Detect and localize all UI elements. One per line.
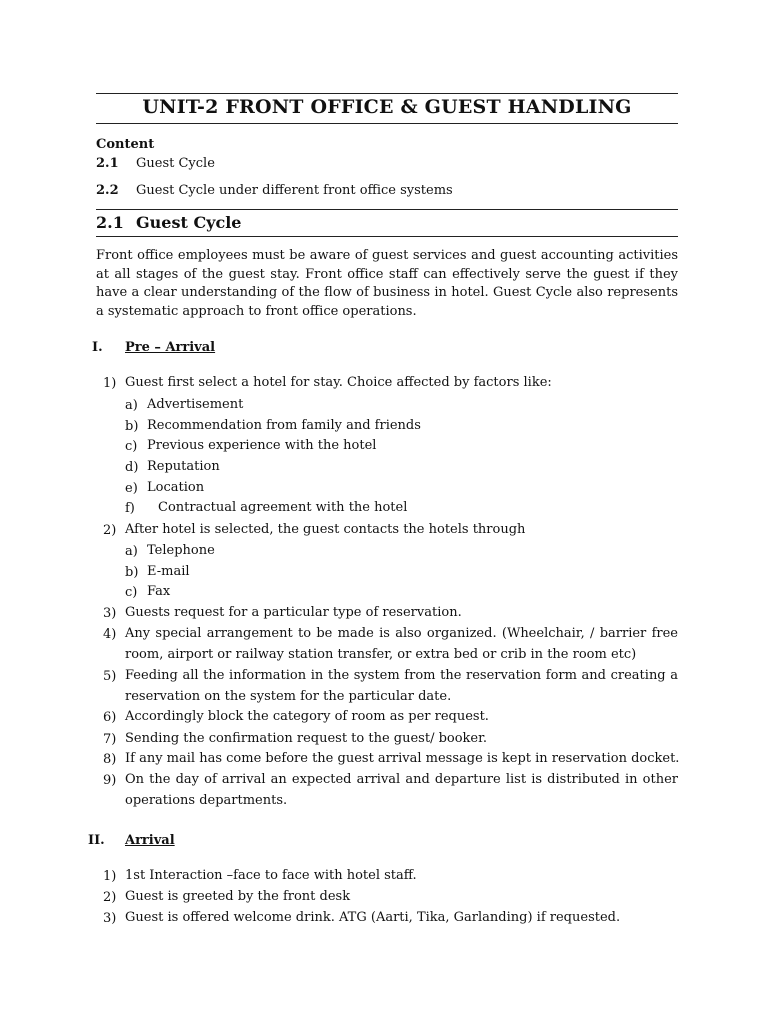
list-number: 2) (103, 523, 117, 538)
sublist-item: Fax (147, 584, 171, 599)
list-number: 2) (103, 890, 117, 905)
list-number: 6) (103, 710, 117, 725)
list-number: 3) (103, 606, 117, 621)
title-rule-bottom (96, 123, 678, 124)
list-item: On the day of arrival an expected arrival and departure list is distributed in other operations departments. (125, 772, 678, 808)
section-title: Guest Cycle (136, 213, 242, 232)
list-item: Guest is offered welcome drink. ATG (Aarti, Tika, Garlanding) if requested. (125, 910, 621, 925)
content-item-num: 2.2 (96, 183, 119, 198)
section-rule-top (96, 209, 678, 210)
section-number: 2.1 (96, 213, 124, 232)
content-item-text: Guest Cycle (136, 156, 215, 171)
list-number: 9) (103, 773, 117, 788)
list-number: 7) (103, 732, 117, 747)
sublist-item: Recommendation from family and friends (147, 418, 421, 433)
list-item: Guest first select a hotel for stay. Choice affected by factors like: (125, 375, 552, 390)
intro-paragraph: Front office employees must be aware of guest services and guest accounting activities at all stages of the guest stay. Front office staff can effectively serve the guest if they have a clear understanding of the flow of business in hotel. Guest Cycle also represents a systematic approach to front office operations. (96, 248, 678, 319)
list-item: If any mail has come before the guest arrival message is kept in reservation docket. (125, 751, 680, 766)
sublist-letter: a) (125, 398, 138, 413)
sublist-item: Location (147, 480, 205, 495)
list-number: 5) (103, 669, 117, 684)
sublist-letter: b) (125, 419, 139, 434)
sublist-letter: b) (125, 565, 139, 580)
sublist-item: Previous experience with the hotel (147, 438, 377, 453)
list-item: Sending the confirmation request to the guest/ booker. (125, 731, 488, 746)
sublist-letter: c) (125, 585, 138, 600)
list-number: 3) (103, 911, 117, 926)
subsection-heading-arrival: Arrival (125, 833, 175, 848)
sublist-item: E-mail (147, 564, 190, 579)
list-number: 4) (103, 627, 117, 642)
list-item: 1st Interaction –face to face with hotel staff. (125, 868, 417, 883)
page-title: UNIT-2 FRONT OFFICE & GUEST HANDLING (142, 96, 632, 118)
subsection-number: I. (92, 340, 103, 355)
sublist-letter: c) (125, 439, 138, 454)
list-item: Any special arrangement to be made is also organized. (Wheelchair, / barrier free room, airport or railway station transfer, or extra bed or crib in the room etc) (125, 626, 678, 662)
title-rule-top (96, 93, 678, 94)
sublist-item: Telephone (147, 543, 215, 558)
sublist-item: Advertisement (147, 397, 244, 412)
sublist-letter: d) (125, 460, 139, 475)
list-item: After hotel is selected, the guest contacts the hotels through (125, 522, 526, 537)
sublist-letter: e) (125, 481, 138, 496)
section-rule-bottom (96, 236, 678, 237)
list-number: 8) (103, 752, 117, 767)
list-item: Accordingly block the category of room as per request. (125, 709, 489, 724)
list-number: 1) (103, 869, 117, 884)
sublist-item: Reputation (147, 459, 220, 474)
list-item: Feeding all the information in the system from the reservation form and creating a reservation on the system for the particular date. (125, 668, 678, 704)
sublist-letter: f) (125, 501, 135, 516)
content-item-num: 2.1 (96, 156, 119, 171)
content-item-text: Guest Cycle under different front office systems (136, 183, 453, 198)
content-heading: Content (96, 137, 155, 152)
list-item: Guests request for a particular type of reservation. (125, 605, 462, 620)
list-item: Guest is greeted by the front desk (125, 889, 351, 904)
list-number: 1) (103, 376, 117, 391)
subsection-number: II. (88, 833, 105, 848)
sublist-item: Contractual agreement with the hotel (158, 500, 408, 515)
subsection-heading-pre-arrival: Pre – Arrival (125, 340, 216, 355)
sublist-letter: a) (125, 544, 138, 559)
